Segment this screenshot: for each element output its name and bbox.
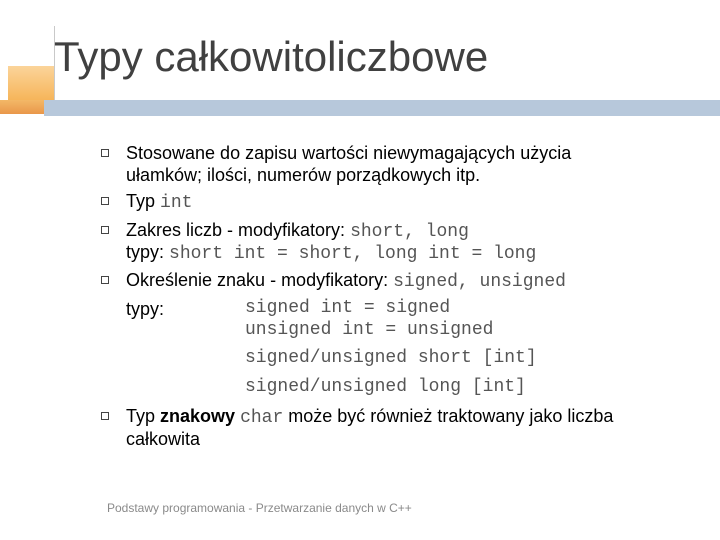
bullet-text-continued xyxy=(126,241,536,265)
code-keyword: int xyxy=(160,193,193,213)
bullet-square-icon xyxy=(101,276,109,284)
bullet-text: Stosowane do zapisu wartości niewymagających użycia xyxy=(126,143,572,163)
bullet-square-icon xyxy=(101,197,109,205)
code-line: signed int = signed xyxy=(245,298,451,318)
slide-title: Typy całkowitoliczbowe xyxy=(54,33,489,80)
bullet-text-continued: ułamków; ilości, numerów porządkowych itp. xyxy=(126,165,481,185)
footer-text: Podstawy programowania - Przetwarzanie danych w C++ xyxy=(107,501,412,515)
bullet-text xyxy=(126,190,192,214)
bullet-label: Zakres liczb - modyfikatory: xyxy=(126,220,351,240)
types-label: typy: xyxy=(126,242,170,262)
bullet-square-icon xyxy=(101,149,109,157)
bullet-text xyxy=(126,405,613,429)
code-line: signed/unsigned long [int] xyxy=(245,377,526,397)
bullet-label: Określenie znaku - modyfikatory: xyxy=(126,270,394,290)
code-line: signed/unsigned short [int] xyxy=(245,348,537,368)
code-keyword: char xyxy=(240,408,284,428)
bullet-rest: może być również traktowany jako liczba xyxy=(283,406,614,426)
code-line: short int = short, long int = long xyxy=(169,244,537,264)
code-keyword: signed, unsigned xyxy=(393,272,566,292)
bullet-label: Typ xyxy=(126,406,161,426)
bullet-label: Typ xyxy=(126,191,161,211)
code-line: unsigned int = unsigned xyxy=(245,320,494,340)
bullet-text xyxy=(126,269,566,293)
bold-word: znakowy xyxy=(160,406,236,426)
bullet-text xyxy=(126,219,469,243)
bullet-square-icon xyxy=(101,412,109,420)
types-label: typy: xyxy=(126,299,165,319)
bullet-text-continued: całkowita xyxy=(126,429,201,449)
code-keyword: short, long xyxy=(350,222,469,242)
bullet-square-icon xyxy=(101,226,109,234)
